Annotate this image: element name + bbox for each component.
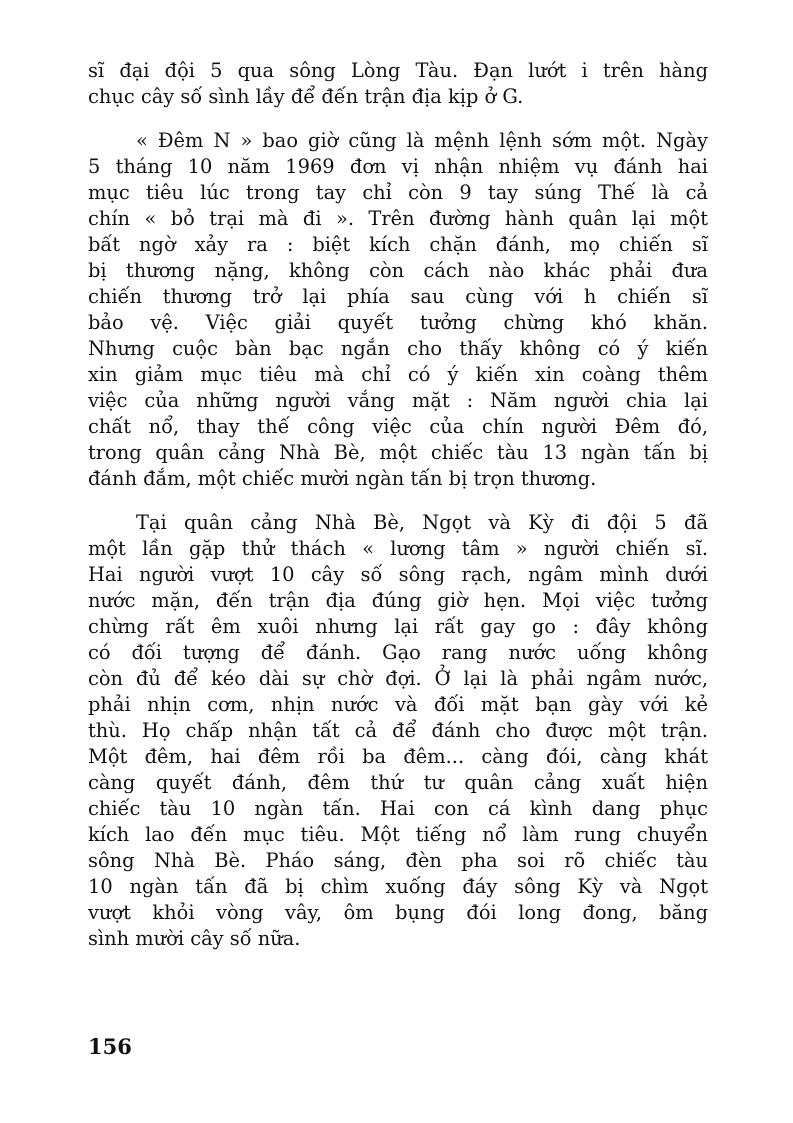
text-line: càng quyết đánh, đêm thứ tư quân cảng xuất hiện <box>88 771 708 794</box>
text-line: chất nổ, thay thế công việc của chín người Đêm đó, <box>88 415 708 438</box>
text-line: chiếc tàu 10 ngàn tấn. Hai con cá kình dang phục <box>88 797 708 820</box>
paragraph-3 <box>88 510 708 952</box>
paragraph-1 <box>88 58 708 110</box>
text-line: xin giảm mục tiêu mà chỉ có ý kiến xin coàng thêm <box>88 363 708 386</box>
text-line: chừng rất êm xuôi nhưng lại rất gay go : đây không <box>88 615 708 638</box>
text-line: bảo vệ. Việc giải quyết tưởng chừng khó khăn. <box>88 311 708 334</box>
text-line: mục tiêu lúc trong tay chỉ còn 9 tay súng Thế là cả <box>88 181 708 204</box>
text-line: sình mười cây số nữa. <box>88 927 301 950</box>
text-line: chín « bỏ trại mà đi ». Trên đường hành quân lại một <box>88 207 708 230</box>
text-line: bị thương nặng, không còn cách nào khác phải đưa <box>88 259 708 282</box>
text-line: 5 tháng 10 năm 1969 đơn vị nhận nhiệm vụ đánh hai <box>88 155 708 178</box>
text-line: nước mặn, đến trận địa đúng giờ hẹn. Mọi việc tưởng <box>88 589 708 612</box>
text-line: kích lao đến mục tiêu. Một tiếng nổ làm rung chuyển <box>88 823 708 846</box>
text-line: việc của những người vắng mặt : Năm người chia lại <box>88 389 708 412</box>
text-line: sông Nhà Bè. Pháo sáng, đèn pha soi rõ chiếc tàu <box>88 849 708 872</box>
text-line: bất ngờ xảy ra : biệt kích chặn đánh, mọ chiến sĩ <box>88 233 708 256</box>
text-line: 10 ngàn tấn đã bị chìm xuống đáy sông Kỳ và Ngọt <box>88 875 708 898</box>
text-line: chiến thương trở lại phía sau cùng với h chiến sĩ <box>88 285 708 308</box>
text-line: Tại quân cảng Nhà Bè, Ngọt và Kỳ đi đội 5 đã <box>136 511 708 534</box>
text-line: một lần gặp thử thách « lương tâm » người chiến sĩ. <box>88 537 708 560</box>
text-line: Hai người vượt 10 cây số sông rạch, ngâm mình dưới <box>88 563 708 586</box>
text-line: trong quân cảng Nhà Bè, một chiếc tàu 13 ngàn tấn bị <box>88 441 708 464</box>
text-line: còn đủ để kéo dài sự chờ đợi. Ở lại là phải ngâm nước, <box>88 667 708 690</box>
text-line: Nhưng cuộc bàn bạc ngắn cho thấy không có ý kiến <box>88 337 708 360</box>
paragraph-2 <box>88 128 708 492</box>
text-line: « Đêm N » bao giờ cũng là mệnh lệnh sớm một. Ngày <box>136 129 708 152</box>
page-number: 156 <box>88 1034 132 1059</box>
text-line: phải nhịn cơm, nhịn nước và đối mặt bạn gày với kẻ <box>88 693 708 716</box>
text-line: có đối tượng để đánh. Gạo rang nước uống không <box>88 641 708 664</box>
text-line: sĩ đại đội 5 qua sông Lòng Tàu. Đạn lướt i trên hàng <box>88 59 708 82</box>
text-line: đánh đắm, một chiếc mười ngàn tấn bị trọn thương. <box>88 467 597 490</box>
page-body <box>88 58 708 952</box>
text-line: vượt khỏi vòng vây, ôm bụng đói long đong, băng <box>88 901 708 924</box>
text-line: chục cây số sình lầy để đến trận địa kịp ở G. <box>88 85 524 108</box>
text-line: thù. Họ chấp nhận tất cả để đánh cho được một trận. <box>88 719 708 742</box>
text-line: Một đêm, hai đêm rồi ba đêm... càng đói, càng khát <box>88 745 708 768</box>
